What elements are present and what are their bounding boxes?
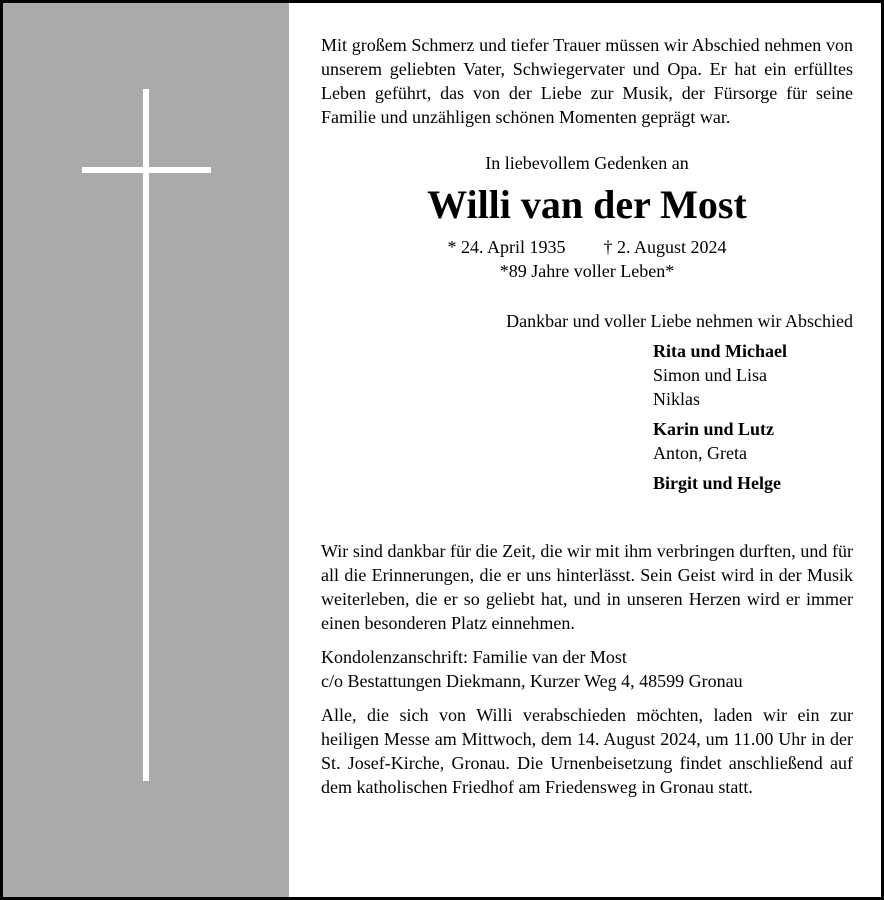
cross-horizontal-bar [82,167,211,173]
family-member: Anton, Greta [653,443,747,463]
deceased-name: Willi van der Most [427,182,747,227]
family-group-head: Rita und Michael [653,341,788,361]
life-dates [321,235,853,259]
family-member: Niklas [653,389,700,409]
memorial-line: In liebevollem Gedenken an [485,153,689,173]
obituary-content [321,33,853,799]
death-date: † 2. August 2024 [603,237,727,257]
birth-date: * 24. April 1935 [447,237,566,257]
sidebar-panel [3,3,289,897]
family-group [653,339,853,411]
family-list [653,339,853,495]
cross-vertical-bar [143,89,149,781]
condolence-address [321,645,853,693]
condolence-line: c/o Bestattungen Diekmann, Kurzer Weg 4, 48599 Gronau [321,671,743,691]
family-member: Simon und Lisa [653,365,768,385]
intro-paragraph: Mit großem Schmerz und tiefer Trauer müssen wir Abschied nehmen von unserem geliebten Vater, Schwiegervater und Opa. Er hat ein erfülltes Leben geführt, das von der Liebe zur Musik, der Fürsorge für seine Familie und unzähligen schönen Momenten geprägt war. [321,35,853,127]
family-group [653,471,853,495]
farewell-line: Dankbar und voller Liebe nehmen wir Abschied [506,311,853,331]
age-line: *89 Jahre voller Leben* [499,261,675,281]
service-paragraph: Alle, die sich von Willi verabschieden möchten, laden wir ein zur heiligen Messe am Mittwoch, dem 14. August 2024, um 11.00 Uhr in der St. Josef-Kirche, Gronau. Die Urnenbeisetzung findet anschließend auf dem katholischen Friedhof am Friedensweg in Gronau statt. [321,705,853,797]
family-group-head: Karin und Lutz [653,419,775,439]
condolence-line: Kondolenzanschrift: Familie van der Most [321,647,627,667]
thanks-paragraph: Wir sind dankbar für die Zeit, die wir mit ihm verbringen durften, und für all die Erinnerungen, die er uns hinterlässt. Sein Geist wird in der Musik weiterleben, die er so geliebt hat, und in unseren Herzen wird er immer einen besonderen Platz einnehmen. [321,541,853,633]
family-group [653,417,853,465]
family-group-head: Birgit und Helge [653,473,782,493]
